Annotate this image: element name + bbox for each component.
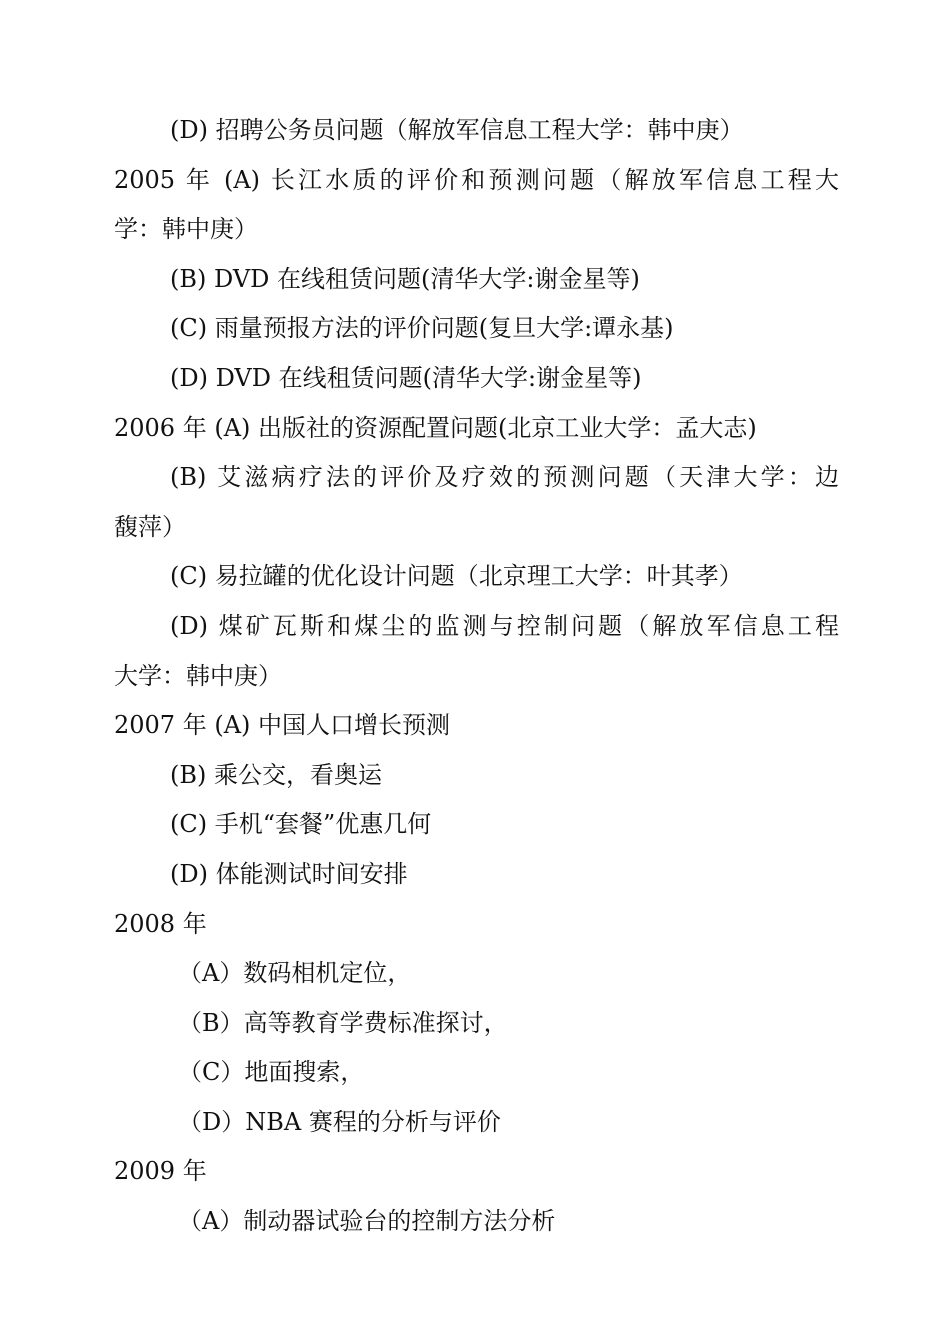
text-line-2008-d: （D）NBA 赛程的分析与评价: [178, 1107, 501, 1136]
text-line-2007-b: (B) 乘公交，看奥运: [170, 760, 382, 789]
text-line-2008-a: （A）数码相机定位，: [178, 959, 412, 988]
text-line-2006-a: 2006 年 (A) 出版社的资源配置问题(北京工业大学：孟大志): [114, 413, 757, 442]
text-line-2006-b: (B) 艾滋病疗法的评价及疗效的预测问题（天津大学：边: [170, 463, 839, 492]
text-line-2006-d-cont: 大学：韩中庚）: [114, 661, 282, 690]
text-line-2007-d: (D) 体能测试时间安排: [170, 859, 408, 888]
text-line-2005-b: (B) DVD 在线租赁问题(清华大学:谢金星等): [170, 264, 640, 293]
text-line-2004-d: (D) 招聘公务员问题（解放军信息工程大学：韩中庚）: [170, 116, 744, 144]
text-line-2009-a: （A）制动器试验台的控制方法分析: [178, 1207, 556, 1236]
text-line-2008-heading: 2008 年: [114, 909, 207, 938]
text-line-2006-c: (C) 易拉罐的优化设计问题（北京理工大学：叶其孝）: [170, 562, 743, 591]
text-line-2006-d: (D) 煤矿瓦斯和煤尘的监测与控制问题（解放军信息工程: [170, 611, 839, 640]
text-line-2007-c: (C) 手机“套餐”优惠几何: [170, 810, 432, 839]
text-line-2006-b-cont: 馥萍）: [114, 512, 186, 541]
text-line-2005-d: (D) DVD 在线租赁问题(清华大学:谢金星等): [170, 363, 642, 392]
text-line-2009-heading: 2009 年: [114, 1157, 207, 1186]
text-line-2007-a: 2007 年 (A) 中国人口增长预测: [114, 711, 451, 740]
text-line-2005-a-cont: 学：韩中庚）: [114, 215, 258, 244]
problem-list: [114, 106, 839, 1247]
text-line-2008-c: （C）地面搜索，: [178, 1058, 365, 1087]
text-line-2005-c: (C) 雨量预报方法的评价问题(复旦大学:谭永基): [170, 314, 674, 343]
text-line-2005-a: 2005 年 (A) 长江水质的评价和预测问题（解放军信息工程大: [114, 165, 839, 194]
text-line-2008-b: （B）高等教育学费标准探讨，: [178, 1008, 508, 1037]
